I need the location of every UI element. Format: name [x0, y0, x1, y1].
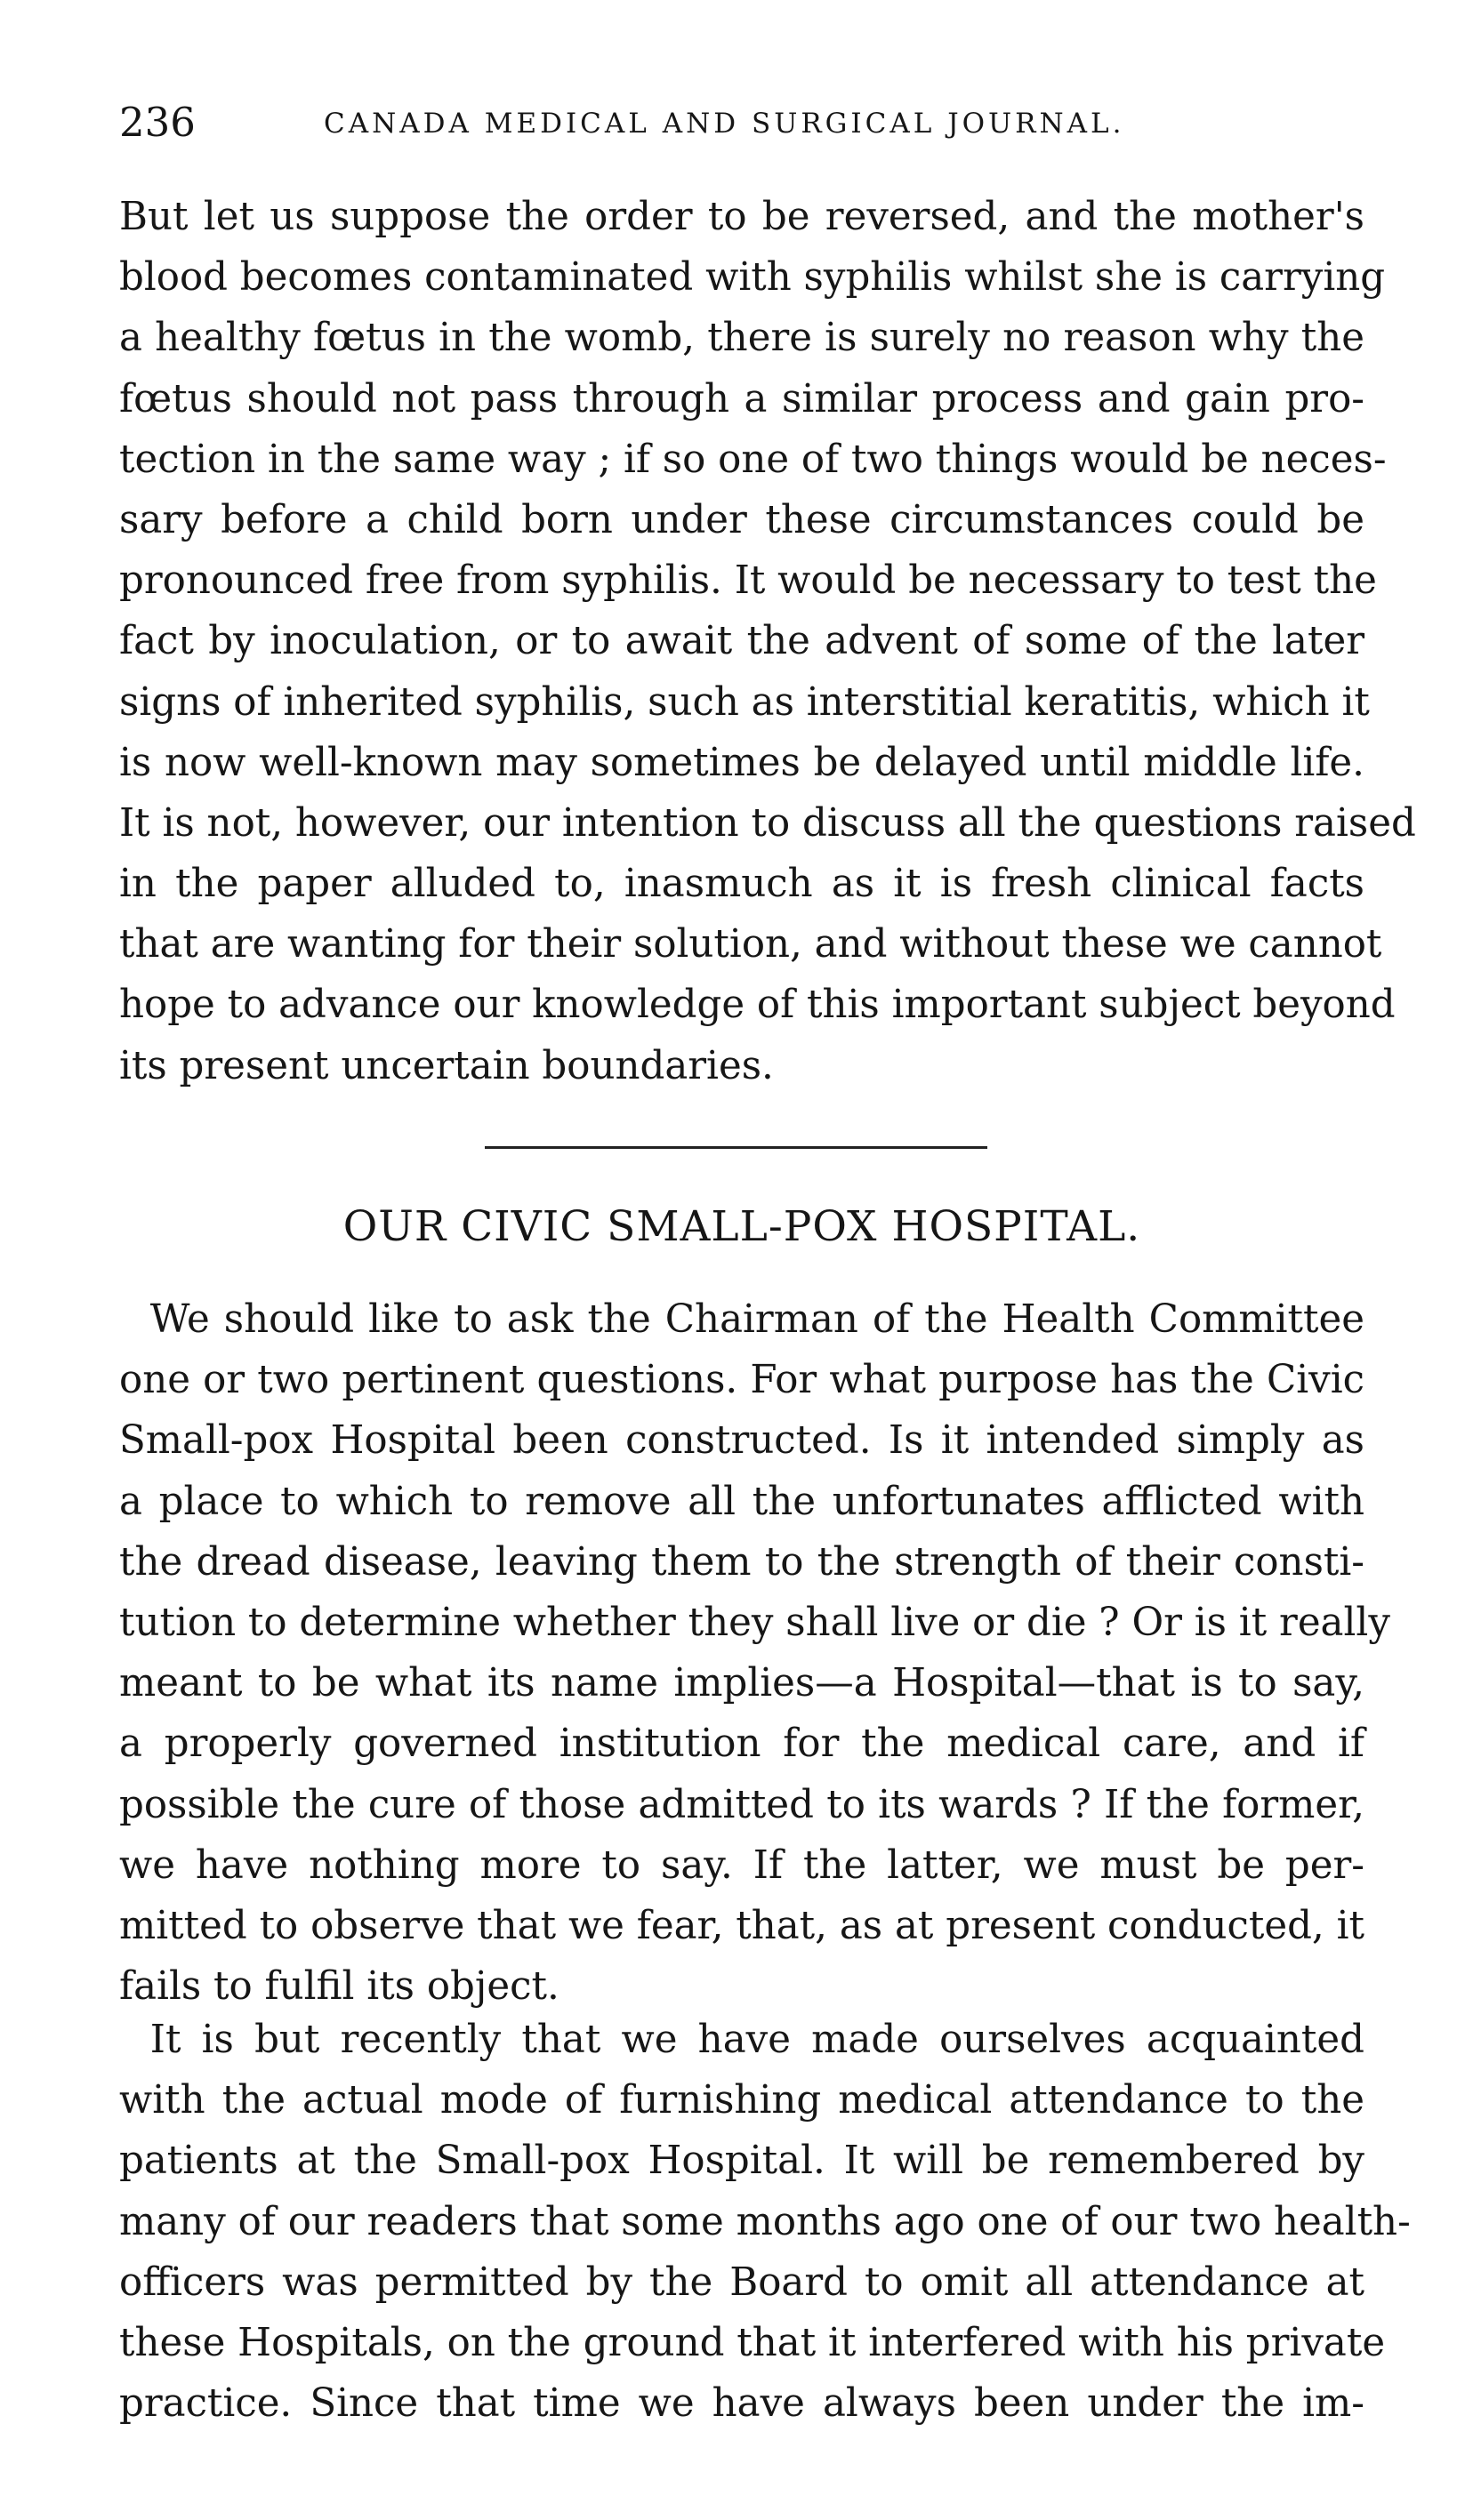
- text-line: hope to advance our knowledge of this important subject beyond: [119, 983, 1396, 1028]
- text-line: a healthy fœtus in the womb, there is surely no reason why the: [119, 316, 1364, 361]
- section-divider: [485, 1146, 987, 1149]
- text-line: that are wanting for their solution, and without these we cannot: [119, 922, 1382, 967]
- text-line: But let us suppose the order to be reversed, and the mother's: [119, 195, 1364, 239]
- page-number: 236: [119, 99, 196, 146]
- text-line: we have nothing more to say. If the latter, we must be per-: [119, 1842, 1364, 1888]
- text-line: these Hospitals, on the ground that it interfered with his private: [119, 2320, 1386, 2365]
- text-line: a properly governed institution for the medical care, and if: [119, 1721, 1364, 1767]
- text-line: fact by inoculation, or to await the advent of some of the later: [119, 619, 1364, 664]
- text-line: fails to fulfil its object.: [119, 1964, 559, 2010]
- text-line: We should like to ask the Chairman of the Health Committee: [149, 1297, 1364, 1342]
- journal-title: CANADA MEDICAL AND SURGICAL JOURNAL.: [324, 108, 1125, 140]
- text-line: a place to which to remove all the unfortunates afflicted with: [119, 1479, 1364, 1524]
- text-line: sary before a child born under these circumstances could be: [119, 497, 1364, 542]
- text-line: its present uncertain boundaries.: [119, 1043, 774, 1088]
- text-line: signs of inherited syphilis, such as interstitial keratitis, which it: [119, 679, 1370, 725]
- text-line: the dread disease, leaving them to the strength of their consti-: [119, 1539, 1364, 1585]
- running-head: [119, 96, 1364, 149]
- text-line: possible the cure of those admitted to its wards ? If the former,: [119, 1782, 1364, 1827]
- text-line: mitted to observe that we fear, that, as at present conducted, it: [119, 1903, 1364, 1948]
- text-line: with the actual mode of furnishing medical attendance to the: [119, 2078, 1364, 2123]
- text-line: in the paper alluded to, inasmuch as it is fresh clinical facts: [119, 862, 1364, 907]
- text-line: tection in the same way ; if so one of two things would be neces-: [119, 437, 1387, 482]
- text-line: is now well-known may sometimes be delayed until middle life.: [119, 740, 1364, 785]
- paragraph-questions: [119, 1289, 1390, 2017]
- text-line: one or two pertinent questions. For what purpose has the Civic: [119, 1358, 1364, 1403]
- section-title: OUR CIVIC SMALL-POX HOSPITAL.: [342, 1202, 1141, 1251]
- text-line: practice. Since that time we have always been under the im-: [119, 2381, 1364, 2427]
- text-line: pronounced free from syphilis. It would be necessary to test the: [119, 558, 1377, 604]
- text-line: officers was permitted by the Board to omit all attendance at: [119, 2259, 1364, 2305]
- paragraph-attendance: [119, 2010, 1411, 2434]
- text-line: It is but recently that we have made ourselves acquainted: [149, 2018, 1364, 2062]
- text-line: patients at the Small-pox Hospital. It will be remembered by: [119, 2139, 1364, 2184]
- text-line: tution to determine whether they shall live or die ? Or is it really: [119, 1600, 1390, 1645]
- text-line: meant to be what its name implies—a Hospital—that is to say,: [119, 1661, 1364, 1706]
- text-line: fœtus should not pass through a similar process and gain pro-: [119, 376, 1364, 421]
- text-line: Small-pox Hospital been constructed. Is it intended simply as: [119, 1418, 1364, 1464]
- text-line: It is not, however, our intention to discuss all the questions raised: [119, 800, 1416, 846]
- paragraph-syphilis-conclusion: [119, 187, 1416, 1096]
- text-line: many of our readers that some months ago one of our two health-: [119, 2199, 1411, 2244]
- text-line: blood becomes contaminated with syphilis whilst she is carrying: [119, 255, 1386, 301]
